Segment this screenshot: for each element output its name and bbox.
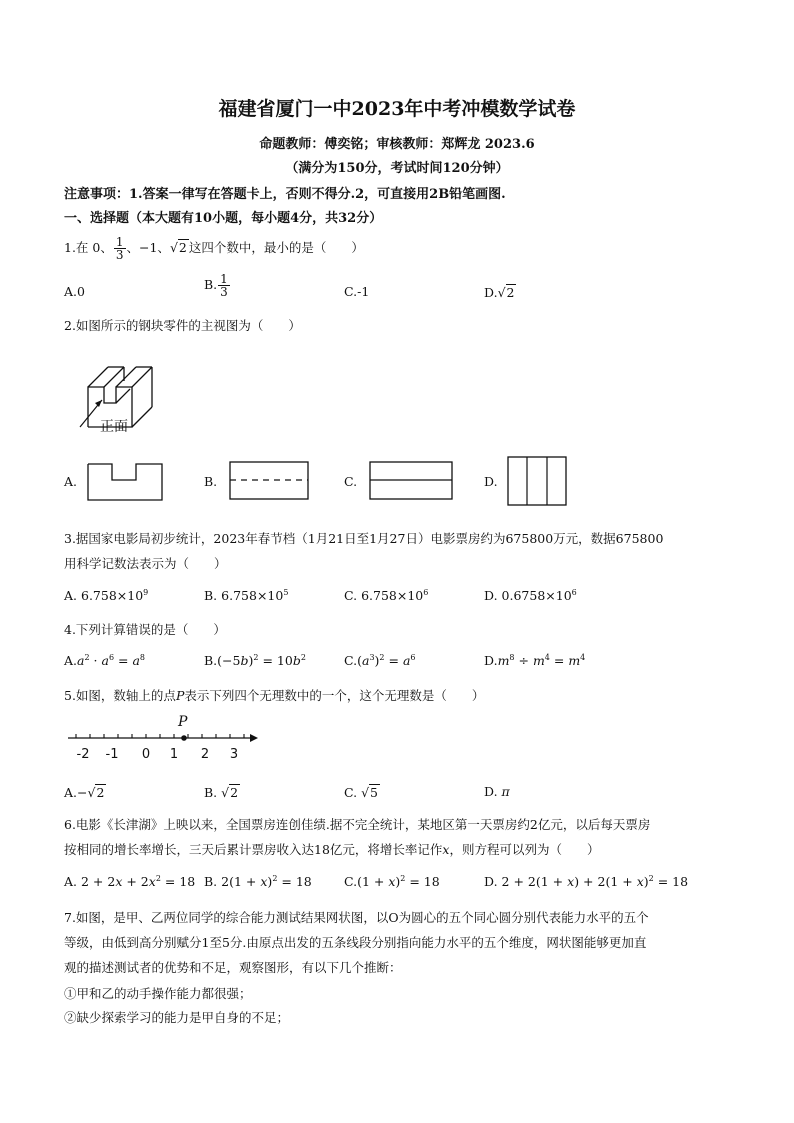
q1-sqrt: √2 [169,240,187,255]
question-3-line1: 3.据国家电影局初步统计，2023年春节档（1月21日至1月27日）电影票房约为675800万元，数据675800 [64,531,664,546]
q1-text-pre: 1.在 0、 [64,240,113,255]
q4-option-d: $D.m^8 \div m^4 = m^4$ [484,652,586,668]
q5-option-d: D. π [484,784,510,799]
question-2: 2.如图所示的钢块零件的主视图为（ ） [64,318,301,333]
q1-text-post: 这四个数中，最小的是（ ） [188,240,364,255]
q4-option-b: $B.(-5b)^2 = 10b^2$ [204,652,306,668]
section-heading: 一、选择题（本大题有10小题，每小题4分，共32分） [64,211,383,226]
question-7-line2: 等级，由低到高分别赋分1至5分.由原点出发的五条线段分别指向能力水平的五个维度，网状图能够更加直 [64,935,647,950]
q2-option-b-figure [228,460,310,502]
q5-option-c: C. √5 [344,785,378,800]
q2-part-figure [74,345,184,440]
q2-option-a-figure [86,462,166,502]
tick-label: 2 [200,747,210,762]
q2-option-c: C. [344,474,358,489]
q3-option-c: C. $6.758\times 10^6$ [344,587,429,603]
q2-option-d: D. [484,474,498,489]
q7-inference-1: ①甲和乙的动手操作能力都很强； [64,986,252,1001]
q6-option-a: A. $2 + 2x + 2x^2 = 18$ [64,873,196,889]
q1-fraction: $\frac{1}{3}$ [115,235,124,262]
tick-label: -1 [105,747,119,762]
point-p-marker [181,735,187,741]
q2-option-b: B. [204,474,218,489]
q3-option-a: A. $6.758\times 10^9$ [64,587,149,603]
question-6-line2: 按相同的增长率增长，三天后累计票房收入达18亿元，将增长率记作x，则方程可以列为（ ） [64,842,600,857]
question-1 [64,236,364,261]
q2-option-c-figure [368,460,454,502]
page-title: 福建省厦门一中2023年中考冲模数学试卷 [218,98,576,120]
question-4: 4.下列计算错误的是（ ） [64,622,226,637]
question-7-line1: 7.如图，是甲、乙两位同学的综合能力测试结果网状图，以O为圆心的五个同心圆分别代表能力水平的五个 [64,910,649,925]
question-7-line3: 观的描述测试者的优势和不足，观察图形，有以下几个推断： [64,960,402,975]
question-6-line1: 6.电影《长津湖》上映以来，全国票房连创佳绩.据不完全统计，某地区第一天票房约2亿元，以后每天票房 [64,817,651,832]
q5-option-a: A.−√2 [64,785,105,800]
q1-option-a: A.0 [64,284,85,299]
q1-option-c: C.-1 [344,284,370,299]
tick-label: 0 [141,747,151,762]
q1-option-b: B. $\frac{1}{3}$ [204,272,228,299]
point-p-label: P [178,714,188,730]
q2-option-d-figure [506,455,568,507]
notice-line: 注意事项：1.答案一律写在答题卡上，否则不得分.2，可直接用2B铅笔画图. [64,187,506,202]
q5-option-b: B. √2 [204,785,239,800]
q7-inference-2: ②缺少探索学习的能力是甲自身的不足； [64,1010,290,1025]
q6-option-b: B. $2(1 + x)^2 = 18$ [204,873,312,889]
q1-text-mid: 、−1、 [126,240,170,255]
q2-option-a: A. [64,474,78,489]
q3-option-b: B. $6.758\times 10^5$ [204,587,289,603]
question-5: 5.如图，数轴上的点P表示下列四个无理数中的一个，这个无理数是（ ） [64,688,485,703]
q3-option-d: D. $0.6758\times 10^6$ [484,587,577,603]
q1-option-d: D.√2 [484,285,515,300]
score-time-line: （满分为150分，考试时间120分钟） [285,161,509,176]
q4-option-c: $C.(a^3)^2 = a^6$ [344,652,416,668]
q6-option-d: D. $2 + 2(1 + x) + 2(1 + x)^2 = 18$ [484,873,689,889]
q4-option-a: $A.a^2 \cdot a^6 = a^8$ [64,652,145,668]
question-3-line2: 用科学记数法表示为（ ） [64,556,227,571]
q6-option-c: $C.(1 + x)^2 = 18$ [344,873,440,889]
front-label: 正面 [100,419,128,435]
tick-label: 1 [169,747,179,762]
authors-line: 命题教师：傅奕铭；审核教师：郑辉龙 2023.6 [259,137,535,152]
q5-number-line [64,708,264,764]
tick-label: -2 [76,747,90,762]
tick-label: 3 [229,747,239,762]
